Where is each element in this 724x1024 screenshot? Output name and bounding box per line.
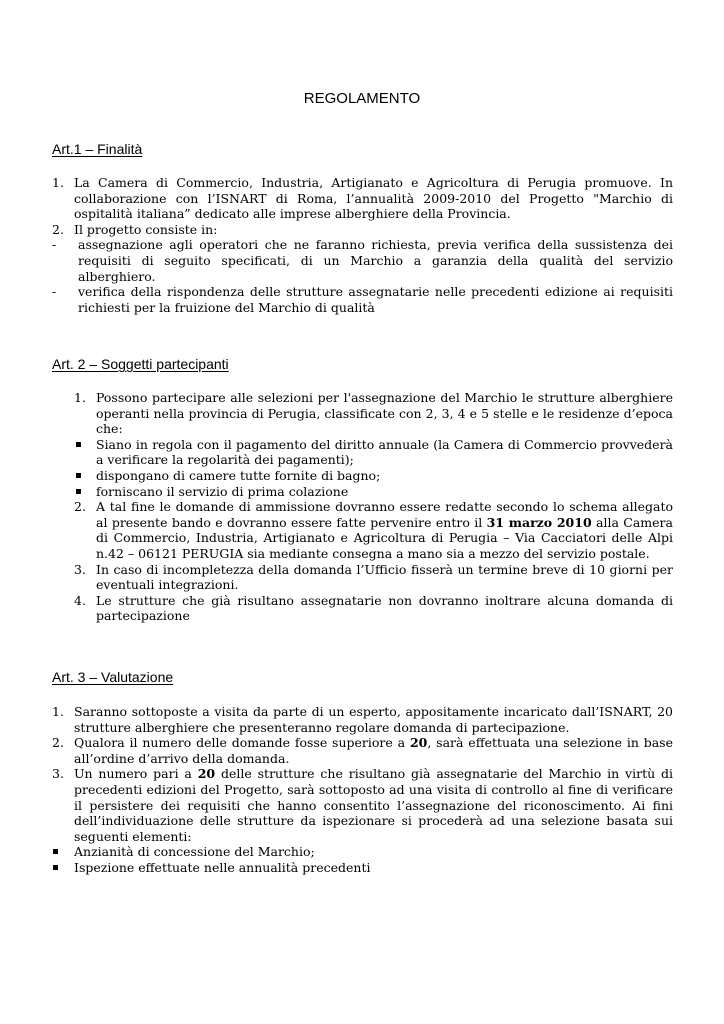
art3-item-2 — [52, 735, 673, 766]
art3-heading: Art. 3 – Valutazione — [52, 669, 174, 685]
list-number: 1. — [52, 704, 64, 719]
list-text: Siano in regola con il pagamento del diritto annuale (la Camera di Commercio provvederà a verificare la regolarità dei pagamenti); — [96, 436, 673, 468]
list-number: 1. — [52, 175, 64, 190]
list-number: 2. — [74, 499, 86, 515]
list-text: , sarà effettuata una selezione in base all’ordine d’arrivo della domanda. — [74, 735, 673, 766]
art1-item-1 — [52, 175, 673, 222]
art2-bullet-1 — [52, 437, 673, 468]
art2-bullet-2 — [52, 468, 673, 484]
list-text: forniscano il servizio di prima colazione — [96, 483, 349, 499]
list-text: delle strutture che risultano già assegnatarie del Marchio in virtù di precedenti edizioni del Progetto, sarà sottoposto ad una visita di controllo al fine di verificare il persistere dei requisiti che hanno consentito l’assegnazione del riconoscimento. Ai fini dell’individuazione delle strutture da ispezionare si procederà ad una selezione basata sui seguenti elementi: — [74, 766, 673, 844]
list-number: 1. — [74, 390, 86, 405]
dash-marker: - — [52, 284, 57, 300]
list-text: Il progetto consiste in: — [74, 221, 218, 237]
art3-body — [52, 704, 673, 876]
list-text: La Camera di Commercio, Industria, Artigianato e Agricoltura di Perugia promuove. In collaborazione con l’ISNART di Roma, l’annualità 2009-2010 del Progetto "Marchio di ospitalità italiana” dedicato alle imprese alberghiere della Provincia. — [74, 175, 673, 222]
art3-bullet-1 — [52, 844, 673, 860]
list-text: Un numero pari a — [74, 766, 198, 782]
list-number: 2. — [52, 221, 64, 237]
square-bullet-icon — [53, 849, 58, 854]
art2-item-1 — [52, 390, 673, 437]
list-text: Le strutture che già risultano assegnatarie non dovranno inoltrare alcuna domanda di partecipazione — [96, 592, 673, 624]
square-bullet-icon — [76, 489, 81, 494]
art2-heading: Art. 2 – Soggetti partecipanti — [52, 356, 229, 372]
list-text: dispongano di camere tutte fornite di bagno; — [96, 467, 381, 483]
list-number: 2. — [52, 735, 64, 751]
square-bullet-icon — [76, 473, 81, 478]
art3-item-1 — [52, 704, 673, 735]
list-text: A tal fine le domande di ammissione dovranno essere redatte secondo lo schema allegato al presente bando e dovranno essere fatte pervenire entro il — [96, 499, 673, 530]
list-number: 3. — [74, 561, 86, 577]
list-text: Qualora il numero delle domande fosse superiore a — [74, 735, 410, 751]
art2-item-3 — [52, 562, 673, 593]
art1-body — [52, 175, 673, 315]
art1-dash-item-1 — [52, 237, 673, 284]
bold-number: 20 — [409, 735, 428, 751]
list-number: 3. — [52, 766, 64, 782]
list-text: verifica della rispondenza delle strutture assegnatarie nelle precedenti edizione ai requisiti richiesti per la fruizione del Marchio di qualità — [78, 284, 673, 315]
list-text: Anzianità di concessione del Marchio; — [74, 844, 315, 860]
art2-bullet-3 — [52, 484, 673, 500]
deadline-date: 31 marzo 2010 — [486, 514, 592, 530]
list-number: 4. — [74, 592, 86, 608]
art1-heading: Art.1 – Finalità — [52, 141, 143, 157]
document-title: REGOLAMENTO — [303, 90, 421, 107]
art2-item-4 — [52, 593, 673, 624]
square-bullet-icon — [53, 865, 58, 870]
list-text: Ispezione effettuate nelle annualità precedenti — [74, 859, 371, 875]
square-bullet-icon — [76, 442, 81, 447]
art3-bullet-2 — [52, 860, 673, 876]
dash-marker: - — [52, 237, 57, 253]
list-text: Saranno sottoposte a visita da parte di un esperto, appositamente incaricato dall’ISNART, 20 strutture alberghiere che presenteranno regolare domanda di partecipazione. — [74, 704, 673, 735]
art2-item-2 — [52, 499, 673, 561]
list-text: Possono partecipare alle selezioni per l'assegnazione del Marchio le strutture alberghiere operanti nella provincia di Perugia, classificate con 2, 3, 4 e 5 stelle e le residenze d’epoca che: — [96, 390, 673, 437]
bold-number: 20 — [197, 766, 216, 782]
art1-item-2 — [52, 222, 673, 238]
art1-dash-item-2 — [52, 284, 673, 315]
list-text: In caso di incompletezza della domanda l’Ufficio fisserà un termine breve di 10 giorni per eventuali integrazioni. — [96, 561, 673, 593]
art2-body — [52, 390, 673, 624]
art3-item-3 — [52, 766, 673, 844]
list-text: assegnazione agli operatori che ne faranno richiesta, previa verifica della sussistenza dei requisiti di seguito specificati, di un Marchio a garanzia della qualità del servizio alberghiero. — [78, 237, 673, 284]
list-text: alla Camera di Commercio, Industria, Artigianato e Agricoltura di Perugia – Via Cacciatori delle Alpi n.42 – 06121 PERUGIA sia mediante consegna a mano sia a mezzo del servizio postale. — [96, 514, 673, 561]
